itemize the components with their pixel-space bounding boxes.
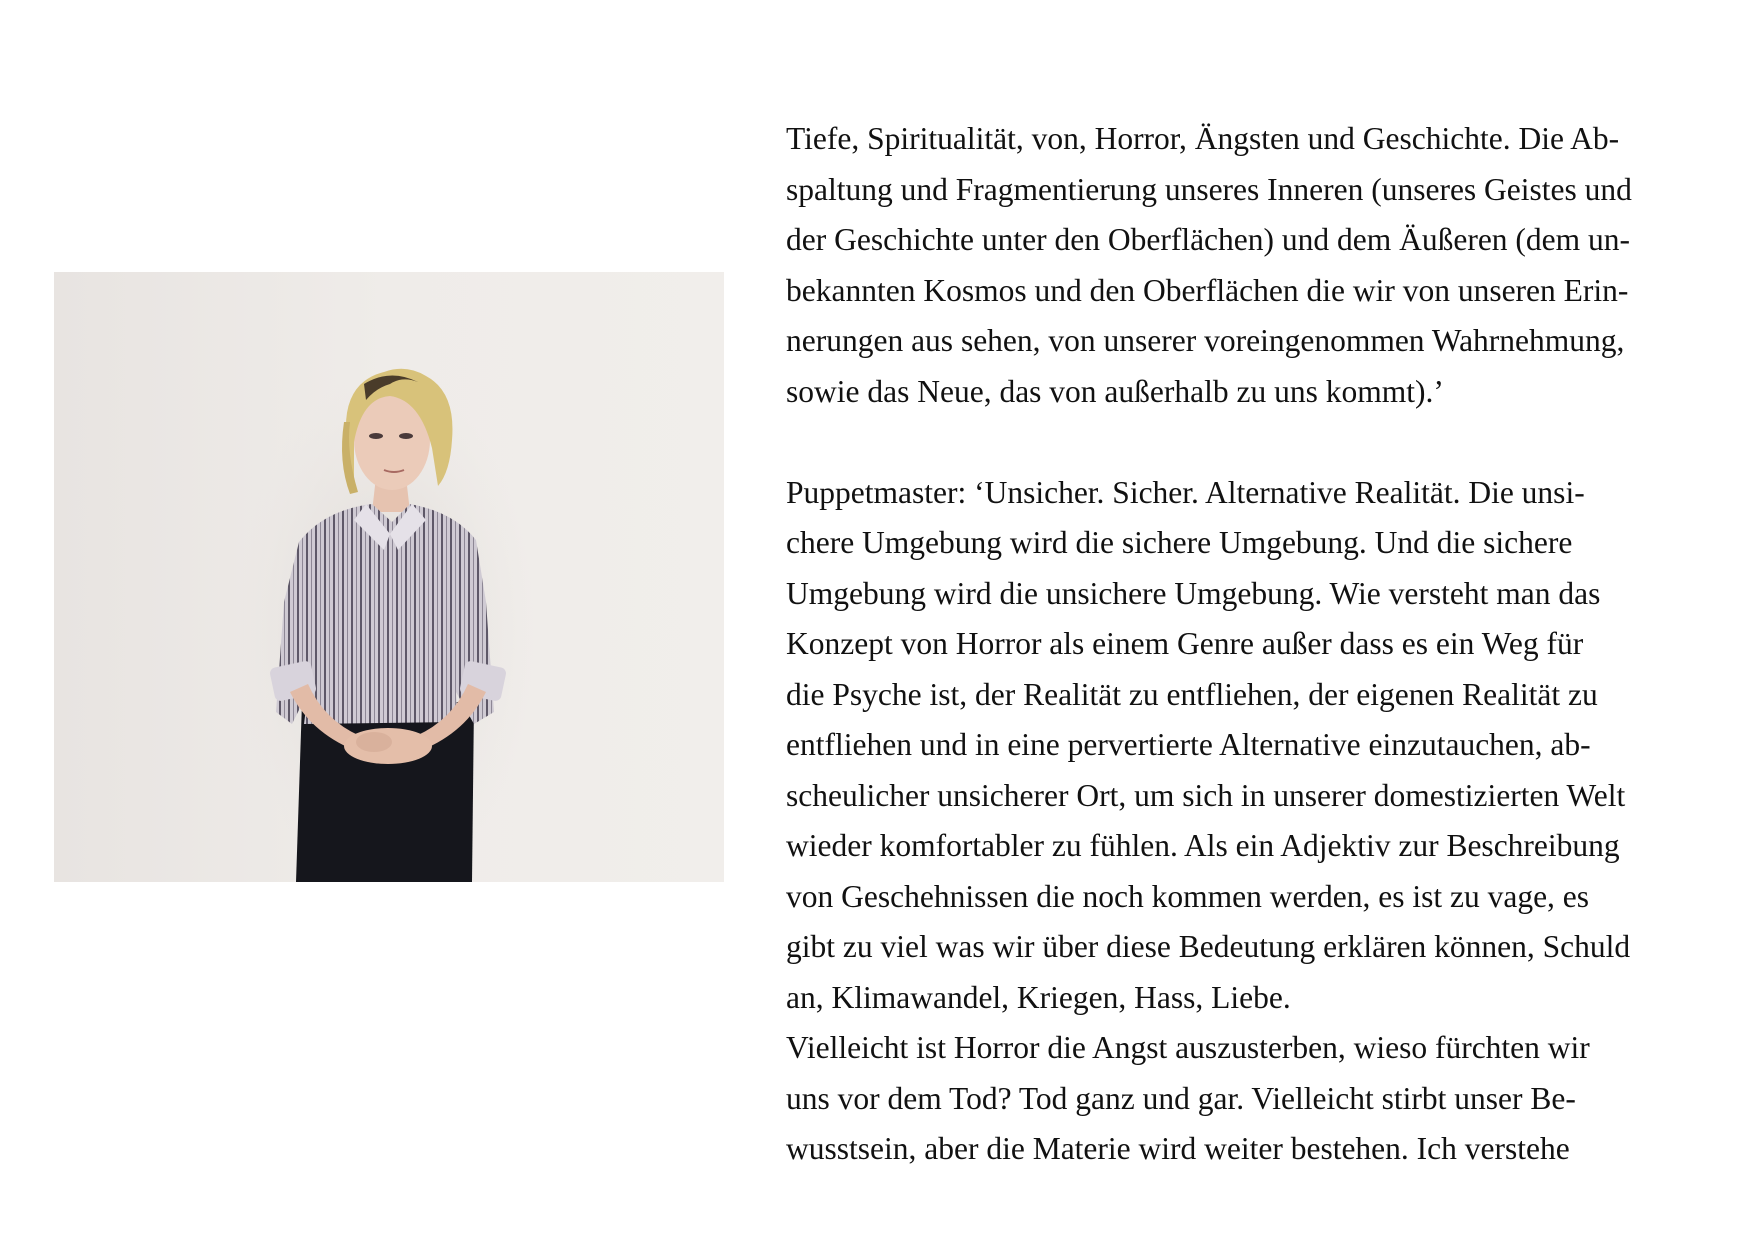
text-line: gibt zu viel was wir über diese Bedeutung erklären können, Schuld: [786, 929, 1631, 964]
text-line: sowie das Neue, das von außerhalb zu uns kommt).’: [786, 373, 1444, 409]
text-line: Vielleicht ist Horror die Angst auszusterben, wieso fürchten wir: [786, 1030, 1590, 1065]
text-line: die Psyche ist, der Realität zu entfliehen, der eigenen Realität zu: [786, 676, 1598, 712]
text-line: spaltung und Fragmentierung unseres Inneren (unseres Geistes und: [786, 171, 1632, 207]
text-line: von Geschehnissen die noch kommen werden, es ist zu vage, es: [786, 878, 1590, 914]
text-line: chere Umgebung wird die sichere Umgebung. Und die sichere: [786, 525, 1573, 560]
text-line: uns vor dem Tod? Tod ganz und gar. Vielleicht stirbt unser Be-: [786, 1080, 1576, 1116]
text-line: wusstsein, aber die Materie wird weiter bestehen. Ich verstehe: [786, 1131, 1570, 1166]
text-line: scheulicher unsicherer Ort, um sich in unserer domestizierten Welt: [786, 777, 1626, 813]
text-line: der Geschichte unter den Oberflächen) und dem Äußeren (dem un-: [786, 222, 1631, 257]
text-line: Umgebung wird die unsichere Umgebung. Wie versteht man das: [786, 575, 1601, 611]
text-line: Konzept von Horror als einem Genre außer dass es ein Weg für: [786, 626, 1584, 661]
body-text: [786, 114, 1716, 1175]
portrait-photo: [54, 272, 724, 882]
paragraph-2: [786, 468, 1716, 1024]
paragraph-1: [786, 114, 1716, 417]
paragraph-gap: [786, 417, 1716, 468]
text-line: bekannten Kosmos und den Oberflächen die wir von unseren Erin-: [786, 272, 1629, 308]
text-line: Puppetmaster: ‘Unsicher. Sicher. Alternative Realität. Die unsi-: [786, 474, 1585, 510]
text-line: wieder komfortabler zu fühlen. Als ein Adjektiv zur Beschreibung: [786, 828, 1620, 863]
text-line: an, Klimawandel, Kriegen, Hass, Liebe.: [786, 979, 1291, 1015]
text-line: entfliehen und in eine pervertierte Alternative einzutauchen, ab-: [786, 727, 1591, 762]
text-line: nerungen aus sehen, von unserer voreingenommen Wahrnehmung,: [786, 323, 1625, 358]
paragraph-3: [786, 1023, 1716, 1175]
text-line: Tiefe, Spiritualität, von, Horror, Ängsten und Geschichte. Die Ab-: [786, 121, 1620, 156]
